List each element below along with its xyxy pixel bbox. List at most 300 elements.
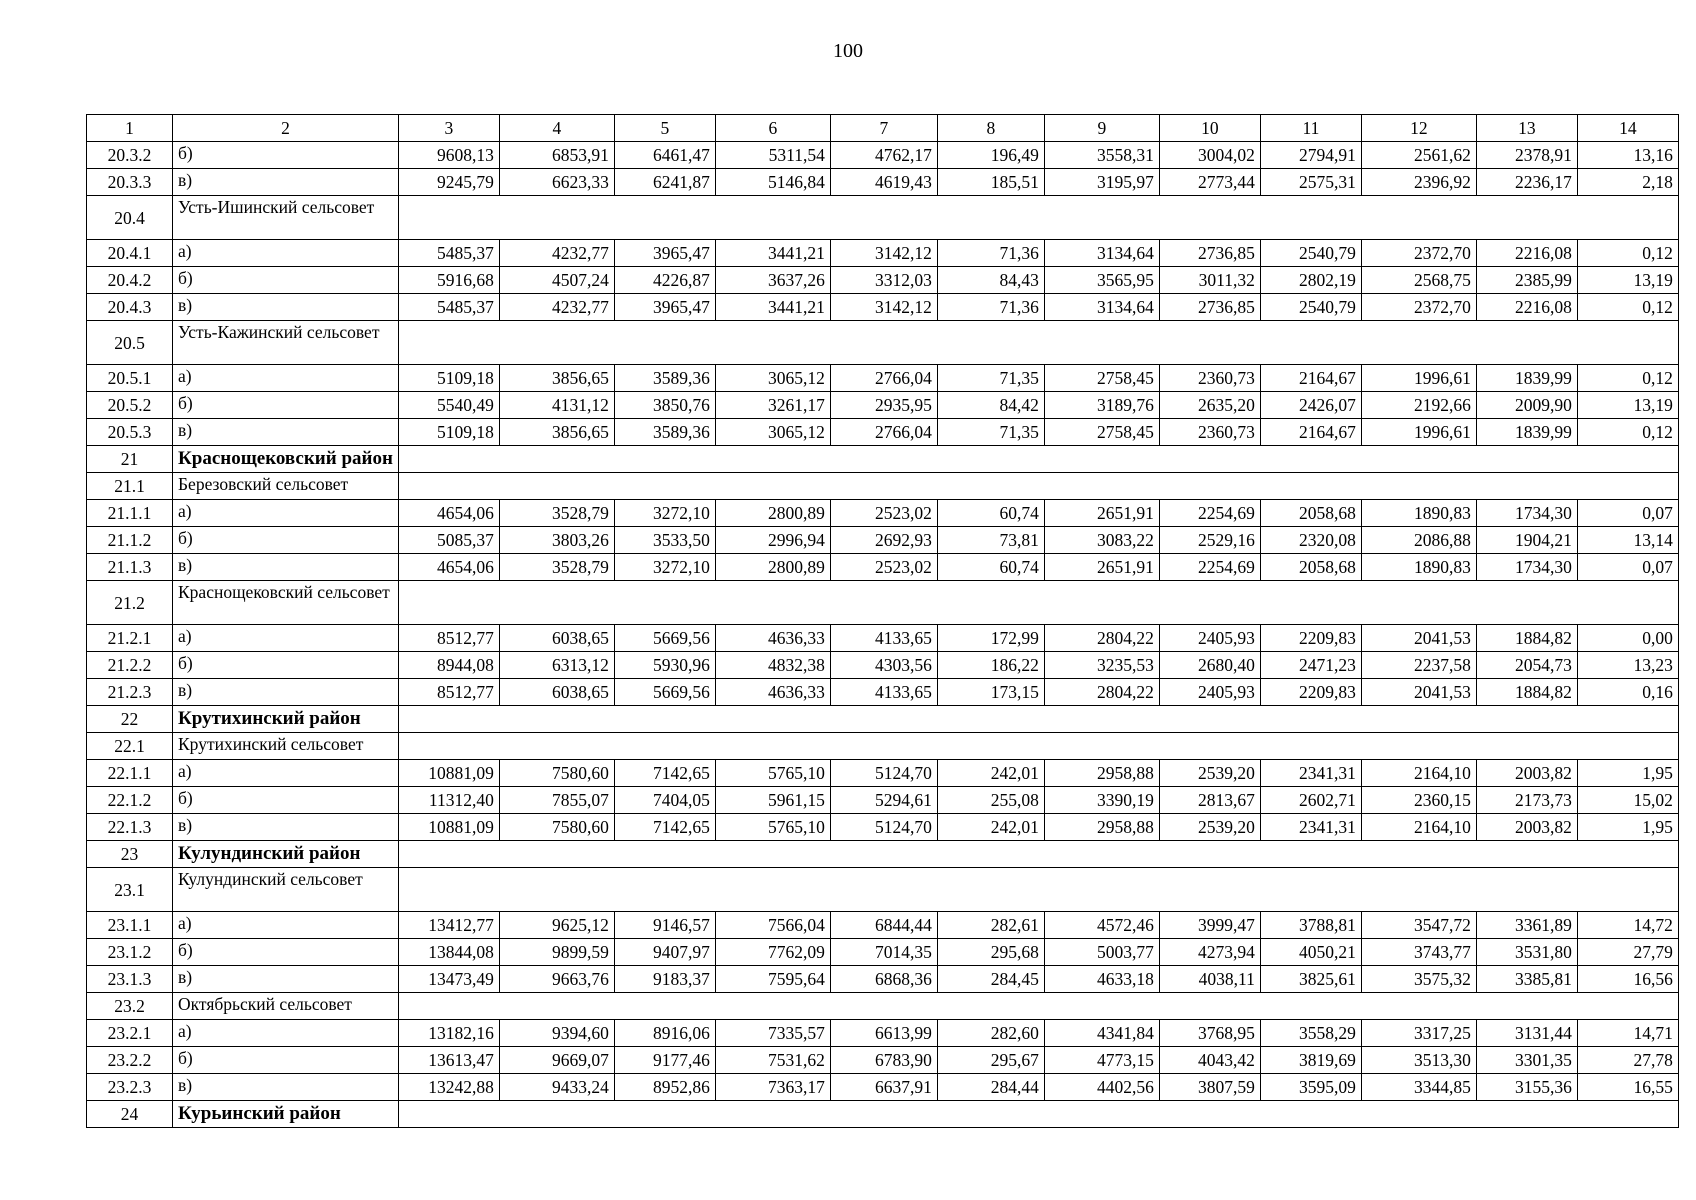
cell-value: 1734,30 <box>1476 500 1577 527</box>
cell-value: 196,49 <box>937 142 1044 169</box>
cell-value: 4133,65 <box>830 625 937 652</box>
column-header: 14 <box>1577 115 1678 142</box>
empty-span-cell <box>398 196 1678 240</box>
council-name: Крутихинский сельсовет <box>173 733 399 760</box>
cell-value: 3589,36 <box>614 419 715 446</box>
cell-value: 9146,57 <box>614 912 715 939</box>
row-code: 21.2.2 <box>87 652 173 679</box>
cell-value: 5930,96 <box>614 652 715 679</box>
cell-value: 2802,19 <box>1260 267 1361 294</box>
cell-value: 10881,09 <box>398 760 499 787</box>
row-option-label: а) <box>173 912 399 939</box>
cell-value: 3528,79 <box>499 500 614 527</box>
cell-value: 2773,44 <box>1159 169 1260 196</box>
cell-value: 3361,89 <box>1476 912 1577 939</box>
cell-value: 13613,47 <box>398 1047 499 1074</box>
table-row <box>87 554 1679 581</box>
row-option-label: б) <box>173 142 399 169</box>
cell-value: 2209,83 <box>1260 625 1361 652</box>
cell-value: 8512,77 <box>398 625 499 652</box>
cell-value: 4043,42 <box>1159 1047 1260 1074</box>
column-header: 6 <box>715 115 830 142</box>
cell-value: 2540,79 <box>1260 294 1361 321</box>
cell-value: 6623,33 <box>499 169 614 196</box>
council-name: Усть-Кажинский сельсовет <box>173 321 399 365</box>
cell-value: 6637,91 <box>830 1074 937 1101</box>
cell-value: 9669,07 <box>499 1047 614 1074</box>
row-code: 23.2 <box>87 993 173 1020</box>
cell-value: 4131,12 <box>499 392 614 419</box>
column-header: 3 <box>398 115 499 142</box>
cell-value: 3004,02 <box>1159 142 1260 169</box>
cell-value: 4572,46 <box>1044 912 1159 939</box>
council-name: Октябрьский сельсовет <box>173 993 399 1020</box>
cell-value: 1904,21 <box>1476 527 1577 554</box>
cell-value: 5765,10 <box>715 814 830 841</box>
row-code: 21 <box>87 446 173 473</box>
cell-value: 1,95 <box>1577 760 1678 787</box>
cell-value: 2003,82 <box>1476 760 1577 787</box>
empty-span-cell <box>398 868 1678 912</box>
column-header: 12 <box>1361 115 1476 142</box>
cell-value: 2405,93 <box>1159 625 1260 652</box>
cell-value: 3595,09 <box>1260 1074 1361 1101</box>
column-header: 7 <box>830 115 937 142</box>
cell-value: 9625,12 <box>499 912 614 939</box>
cell-value: 284,45 <box>937 966 1044 993</box>
cell-value: 13473,49 <box>398 966 499 993</box>
cell-value: 1839,99 <box>1476 419 1577 446</box>
cell-value: 4232,77 <box>499 294 614 321</box>
cell-value: 2996,94 <box>715 527 830 554</box>
cell-value: 3261,17 <box>715 392 830 419</box>
column-header: 11 <box>1260 115 1361 142</box>
cell-value: 3142,12 <box>830 294 937 321</box>
cell-value: 5109,18 <box>398 419 499 446</box>
cell-value: 5961,15 <box>715 787 830 814</box>
cell-value: 3235,53 <box>1044 652 1159 679</box>
cell-value: 2216,08 <box>1476 240 1577 267</box>
cell-value: 3856,65 <box>499 419 614 446</box>
cell-value: 3441,21 <box>715 294 830 321</box>
cell-value: 1996,61 <box>1361 419 1476 446</box>
cell-value: 11312,40 <box>398 787 499 814</box>
cell-value: 13,16 <box>1577 142 1678 169</box>
cell-value: 2523,02 <box>830 500 937 527</box>
column-header: 2 <box>173 115 399 142</box>
cell-value: 242,01 <box>937 814 1044 841</box>
cell-value: 9407,97 <box>614 939 715 966</box>
cell-value: 3856,65 <box>499 365 614 392</box>
cell-value: 0,12 <box>1577 240 1678 267</box>
cell-value: 2378,91 <box>1476 142 1577 169</box>
cell-value: 3825,61 <box>1260 966 1361 993</box>
council-row <box>87 321 1679 365</box>
cell-value: 0,07 <box>1577 500 1678 527</box>
row-option-label: а) <box>173 1020 399 1047</box>
cell-value: 6783,90 <box>830 1047 937 1074</box>
cell-value: 7762,09 <box>715 939 830 966</box>
cell-value: 13,19 <box>1577 267 1678 294</box>
cell-value: 7142,65 <box>614 814 715 841</box>
cell-value: 2804,22 <box>1044 625 1159 652</box>
table-row <box>87 419 1679 446</box>
row-option-label: б) <box>173 392 399 419</box>
cell-value: 2804,22 <box>1044 679 1159 706</box>
empty-span-cell <box>398 706 1678 733</box>
district-row <box>87 706 1679 733</box>
cell-value: 2164,67 <box>1260 419 1361 446</box>
cell-value: 2058,68 <box>1260 554 1361 581</box>
cell-value: 0,00 <box>1577 625 1678 652</box>
row-code: 21.2.1 <box>87 625 173 652</box>
cell-value: 13,23 <box>1577 652 1678 679</box>
council-name: Краснощековский сельсовет <box>173 581 399 625</box>
row-code: 22.1.1 <box>87 760 173 787</box>
cell-value: 5003,77 <box>1044 939 1159 966</box>
cell-value: 3531,80 <box>1476 939 1577 966</box>
cell-value: 4773,15 <box>1044 1047 1159 1074</box>
cell-value: 2009,90 <box>1476 392 1577 419</box>
row-code: 21.1.1 <box>87 500 173 527</box>
cell-value: 2003,82 <box>1476 814 1577 841</box>
cell-value: 6844,44 <box>830 912 937 939</box>
cell-value: 9183,37 <box>614 966 715 993</box>
cell-value: 16,55 <box>1577 1074 1678 1101</box>
tariff-table <box>86 114 1679 1128</box>
cell-value: 2360,73 <box>1159 365 1260 392</box>
cell-value: 2539,20 <box>1159 814 1260 841</box>
cell-value: 5124,70 <box>830 814 937 841</box>
table-row <box>87 240 1679 267</box>
cell-value: 13242,88 <box>398 1074 499 1101</box>
cell-value: 2736,85 <box>1159 294 1260 321</box>
cell-value: 1890,83 <box>1361 554 1476 581</box>
table-row <box>87 939 1679 966</box>
empty-span-cell <box>398 993 1678 1020</box>
cell-value: 7595,64 <box>715 966 830 993</box>
cell-value: 186,22 <box>937 652 1044 679</box>
cell-value: 2958,88 <box>1044 814 1159 841</box>
cell-value: 1839,99 <box>1476 365 1577 392</box>
cell-value: 2651,91 <box>1044 554 1159 581</box>
empty-span-cell <box>398 473 1678 500</box>
cell-value: 60,74 <box>937 500 1044 527</box>
row-option-label: б) <box>173 1047 399 1074</box>
row-option-label: б) <box>173 787 399 814</box>
cell-value: 3819,69 <box>1260 1047 1361 1074</box>
cell-value: 2254,69 <box>1159 500 1260 527</box>
cell-value: 2692,93 <box>830 527 937 554</box>
cell-value: 3312,03 <box>830 267 937 294</box>
cell-value: 4133,65 <box>830 679 937 706</box>
cell-value: 9663,76 <box>499 966 614 993</box>
table-row <box>87 966 1679 993</box>
cell-value: 3850,76 <box>614 392 715 419</box>
cell-value: 4050,21 <box>1260 939 1361 966</box>
cell-value: 2680,40 <box>1159 652 1260 679</box>
cell-value: 295,68 <box>937 939 1044 966</box>
row-code: 20.4.3 <box>87 294 173 321</box>
row-code: 20.4.1 <box>87 240 173 267</box>
row-code: 23.1.2 <box>87 939 173 966</box>
row-code: 23 <box>87 841 173 868</box>
table-row <box>87 267 1679 294</box>
cell-value: 3195,97 <box>1044 169 1159 196</box>
row-option-label: б) <box>173 267 399 294</box>
row-option-label: а) <box>173 240 399 267</box>
row-code: 21.1 <box>87 473 173 500</box>
cell-value: 5485,37 <box>398 294 499 321</box>
cell-value: 8512,77 <box>398 679 499 706</box>
cell-value: 13,14 <box>1577 527 1678 554</box>
cell-value: 3142,12 <box>830 240 937 267</box>
cell-value: 8944,08 <box>398 652 499 679</box>
cell-value: 284,44 <box>937 1074 1044 1101</box>
cell-value: 13844,08 <box>398 939 499 966</box>
cell-value: 2935,95 <box>830 392 937 419</box>
column-header: 13 <box>1476 115 1577 142</box>
cell-value: 9433,24 <box>499 1074 614 1101</box>
column-header: 10 <box>1159 115 1260 142</box>
row-code: 20.3.3 <box>87 169 173 196</box>
row-code: 20.5 <box>87 321 173 365</box>
cell-value: 2800,89 <box>715 500 830 527</box>
district-row <box>87 1101 1679 1128</box>
cell-value: 2173,73 <box>1476 787 1577 814</box>
cell-value: 3272,10 <box>614 500 715 527</box>
cell-value: 2766,04 <box>830 419 937 446</box>
row-code: 22.1.2 <box>87 787 173 814</box>
cell-value: 3301,35 <box>1476 1047 1577 1074</box>
cell-value: 5085,37 <box>398 527 499 554</box>
cell-value: 4633,18 <box>1044 966 1159 993</box>
cell-value: 3589,36 <box>614 365 715 392</box>
cell-value: 2794,91 <box>1260 142 1361 169</box>
column-header: 1 <box>87 115 173 142</box>
cell-value: 2568,75 <box>1361 267 1476 294</box>
row-code: 20.3.2 <box>87 142 173 169</box>
cell-value: 3547,72 <box>1361 912 1476 939</box>
cell-value: 2164,10 <box>1361 760 1476 787</box>
cell-value: 84,42 <box>937 392 1044 419</box>
cell-value: 2396,92 <box>1361 169 1476 196</box>
cell-value: 2758,45 <box>1044 419 1159 446</box>
cell-value: 172,99 <box>937 625 1044 652</box>
row-code: 23.1 <box>87 868 173 912</box>
cell-value: 1,95 <box>1577 814 1678 841</box>
cell-value: 7142,65 <box>614 760 715 787</box>
cell-value: 2766,04 <box>830 365 937 392</box>
cell-value: 15,02 <box>1577 787 1678 814</box>
cell-value: 295,67 <box>937 1047 1044 1074</box>
row-option-label: б) <box>173 939 399 966</box>
district-name: Крутихинский район <box>173 706 399 733</box>
cell-value: 5540,49 <box>398 392 499 419</box>
empty-span-cell <box>398 733 1678 760</box>
cell-value: 5485,37 <box>398 240 499 267</box>
cell-value: 8952,86 <box>614 1074 715 1101</box>
cell-value: 1996,61 <box>1361 365 1476 392</box>
row-option-label: а) <box>173 365 399 392</box>
row-code: 20.4.2 <box>87 267 173 294</box>
row-code: 20.5.2 <box>87 392 173 419</box>
row-option-label: а) <box>173 760 399 787</box>
row-code: 23.2.1 <box>87 1020 173 1047</box>
cell-value: 3558,31 <box>1044 142 1159 169</box>
cell-value: 10881,09 <box>398 814 499 841</box>
cell-value: 282,61 <box>937 912 1044 939</box>
empty-span-cell <box>398 1101 1678 1128</box>
row-option-label: в) <box>173 814 399 841</box>
council-row <box>87 581 1679 625</box>
row-option-label: в) <box>173 419 399 446</box>
column-header: 5 <box>614 115 715 142</box>
cell-value: 7404,05 <box>614 787 715 814</box>
cell-value: 2635,20 <box>1159 392 1260 419</box>
row-code: 20.5.3 <box>87 419 173 446</box>
cell-value: 2054,73 <box>1476 652 1577 679</box>
row-option-label: а) <box>173 500 399 527</box>
cell-value: 2360,73 <box>1159 419 1260 446</box>
cell-value: 7335,57 <box>715 1020 830 1047</box>
table-header-row <box>87 115 1679 142</box>
cell-value: 71,35 <box>937 419 1044 446</box>
table-row <box>87 814 1679 841</box>
cell-value: 71,36 <box>937 294 1044 321</box>
cell-value: 5669,56 <box>614 625 715 652</box>
empty-span-cell <box>398 841 1678 868</box>
table-row <box>87 625 1679 652</box>
cell-value: 84,43 <box>937 267 1044 294</box>
cell-value: 9177,46 <box>614 1047 715 1074</box>
cell-value: 6241,87 <box>614 169 715 196</box>
cell-value: 3788,81 <box>1260 912 1361 939</box>
cell-value: 4232,77 <box>499 240 614 267</box>
cell-value: 3083,22 <box>1044 527 1159 554</box>
cell-value: 3558,29 <box>1260 1020 1361 1047</box>
cell-value: 4507,24 <box>499 267 614 294</box>
cell-value: 4619,43 <box>830 169 937 196</box>
row-code: 21.1.3 <box>87 554 173 581</box>
table-row <box>87 760 1679 787</box>
cell-value: 173,15 <box>937 679 1044 706</box>
cell-value: 3575,32 <box>1361 966 1476 993</box>
cell-value: 27,78 <box>1577 1047 1678 1074</box>
cell-value: 3565,95 <box>1044 267 1159 294</box>
row-code: 23.2.2 <box>87 1047 173 1074</box>
cell-value: 3131,44 <box>1476 1020 1577 1047</box>
row-code: 20.4 <box>87 196 173 240</box>
council-row <box>87 868 1679 912</box>
row-option-label: б) <box>173 527 399 554</box>
cell-value: 2320,08 <box>1260 527 1361 554</box>
cell-value: 0,07 <box>1577 554 1678 581</box>
cell-value: 2405,93 <box>1159 679 1260 706</box>
cell-value: 2236,17 <box>1476 169 1577 196</box>
cell-value: 2758,45 <box>1044 365 1159 392</box>
row-code: 23.1.3 <box>87 966 173 993</box>
cell-value: 71,35 <box>937 365 1044 392</box>
council-row <box>87 993 1679 1020</box>
cell-value: 13412,77 <box>398 912 499 939</box>
cell-value: 3528,79 <box>499 554 614 581</box>
council-name: Березовский сельсовет <box>173 473 399 500</box>
cell-value: 1890,83 <box>1361 500 1476 527</box>
cell-value: 6613,99 <box>830 1020 937 1047</box>
cell-value: 2471,23 <box>1260 652 1361 679</box>
cell-value: 9608,13 <box>398 142 499 169</box>
column-header: 9 <box>1044 115 1159 142</box>
cell-value: 2561,62 <box>1361 142 1476 169</box>
cell-value: 4654,06 <box>398 500 499 527</box>
cell-value: 2209,83 <box>1260 679 1361 706</box>
cell-value: 242,01 <box>937 760 1044 787</box>
row-option-label: в) <box>173 554 399 581</box>
cell-value: 2192,66 <box>1361 392 1476 419</box>
cell-value: 2164,10 <box>1361 814 1476 841</box>
table-row <box>87 912 1679 939</box>
cell-value: 6853,91 <box>499 142 614 169</box>
cell-value: 5146,84 <box>715 169 830 196</box>
cell-value: 2575,31 <box>1260 169 1361 196</box>
cell-value: 3743,77 <box>1361 939 1476 966</box>
row-option-label: в) <box>173 169 399 196</box>
cell-value: 5311,54 <box>715 142 830 169</box>
cell-value: 7363,17 <box>715 1074 830 1101</box>
cell-value: 16,56 <box>1577 966 1678 993</box>
cell-value: 3803,26 <box>499 527 614 554</box>
district-name: Краснощековский район <box>173 446 399 473</box>
cell-value: 13182,16 <box>398 1020 499 1047</box>
cell-value: 3441,21 <box>715 240 830 267</box>
cell-value: 6868,36 <box>830 966 937 993</box>
row-option-label: в) <box>173 294 399 321</box>
cell-value: 6461,47 <box>614 142 715 169</box>
cell-value: 13,19 <box>1577 392 1678 419</box>
cell-value: 7531,62 <box>715 1047 830 1074</box>
table-row <box>87 1074 1679 1101</box>
cell-value: 5669,56 <box>614 679 715 706</box>
cell-value: 4303,56 <box>830 652 937 679</box>
cell-value: 6313,12 <box>499 652 614 679</box>
cell-value: 3134,64 <box>1044 240 1159 267</box>
table-row <box>87 365 1679 392</box>
district-row <box>87 841 1679 868</box>
cell-value: 0,12 <box>1577 419 1678 446</box>
row-code: 20.5.1 <box>87 365 173 392</box>
row-code: 22.1 <box>87 733 173 760</box>
cell-value: 6038,65 <box>499 679 614 706</box>
row-code: 23.2.3 <box>87 1074 173 1101</box>
row-code: 24 <box>87 1101 173 1128</box>
cell-value: 1734,30 <box>1476 554 1577 581</box>
cell-value: 1884,82 <box>1476 679 1577 706</box>
cell-value: 7855,07 <box>499 787 614 814</box>
cell-value: 4832,38 <box>715 652 830 679</box>
cell-value: 14,71 <box>1577 1020 1678 1047</box>
row-code: 21.2.3 <box>87 679 173 706</box>
cell-value: 2529,16 <box>1159 527 1260 554</box>
cell-value: 2813,67 <box>1159 787 1260 814</box>
council-name: Усть-Ишинский сельсовет <box>173 196 399 240</box>
table-row <box>87 527 1679 554</box>
district-name: Курьинский район <box>173 1101 399 1128</box>
cell-value: 2958,88 <box>1044 760 1159 787</box>
council-row <box>87 733 1679 760</box>
cell-value: 2216,08 <box>1476 294 1577 321</box>
district-name: Кулундинский район <box>173 841 399 868</box>
